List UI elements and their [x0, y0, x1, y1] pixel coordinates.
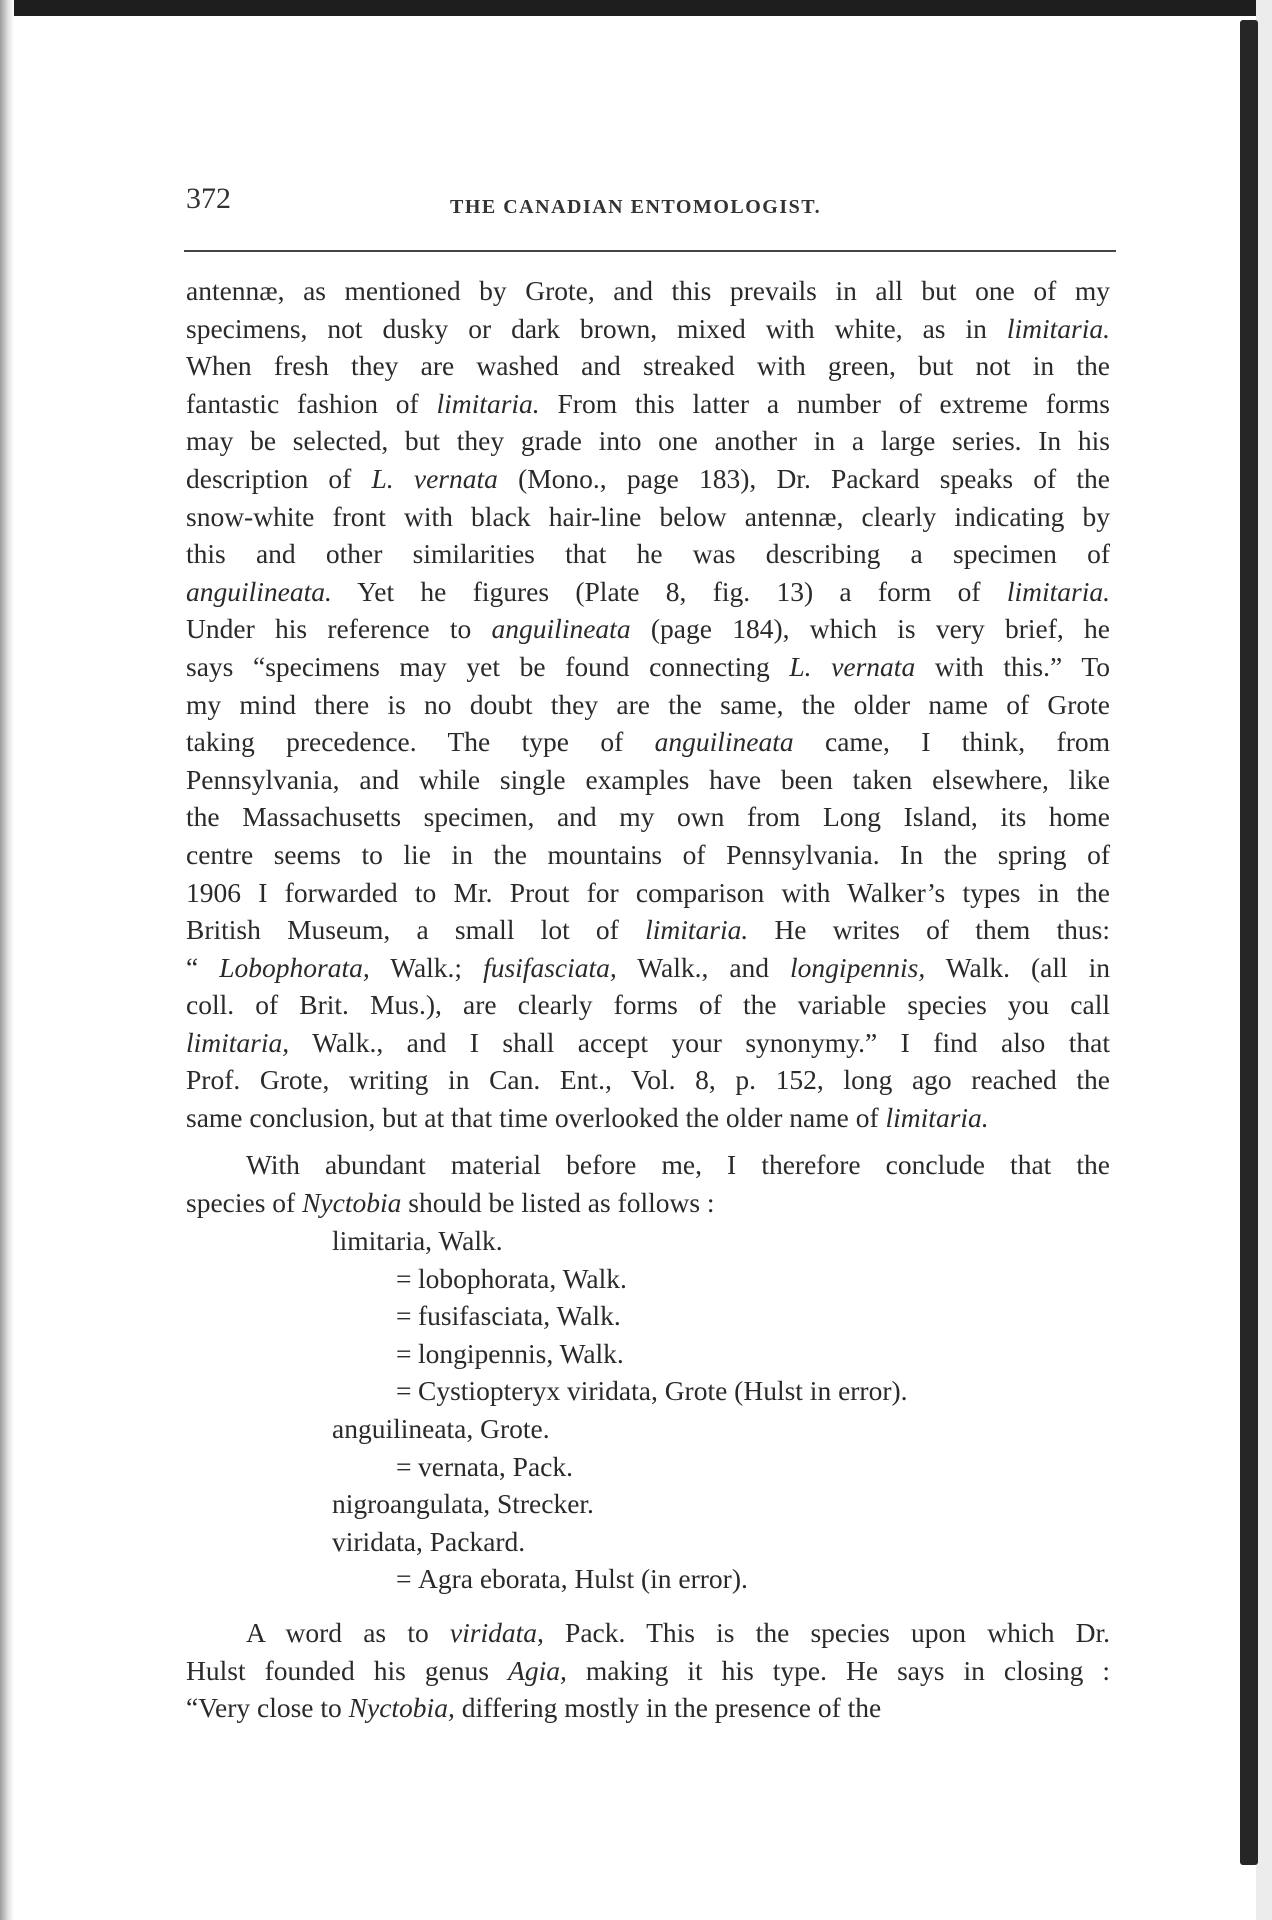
scan-right-border [1256, 0, 1272, 1920]
text-line [186, 648, 1110, 686]
text-line [186, 723, 1110, 761]
synonym-sign: = [396, 1563, 412, 1595]
text-run: Yet he figures (Plate 8, fig. 13) a form of [331, 575, 1007, 607]
text-line [186, 1024, 1110, 1062]
italic-taxon: anguilineata. [186, 575, 332, 607]
text-line [186, 686, 1110, 724]
text-run: With abundant material before me, I therefore conclude that the [246, 1149, 1110, 1180]
italic-taxon: Nyctobia, [348, 1692, 455, 1724]
species-name: longipennis, Walk. [418, 1337, 624, 1369]
text-run: taking precedence. The type of [186, 726, 655, 758]
text-run: my mind there is no doubt they are the same, the older name of Grote [186, 688, 1110, 720]
italic-taxon: limitaria. [436, 387, 540, 419]
italic-taxon: viridata, [449, 1617, 544, 1648]
italic-taxon: Agia, [508, 1654, 567, 1686]
text-run: When fresh they are washed and streaked with green, but not in the [186, 350, 1110, 382]
italic-taxon: limitaria, [186, 1026, 290, 1058]
text-line [186, 272, 1110, 310]
text-line [186, 798, 1110, 836]
text-line [186, 1184, 1110, 1222]
italic-taxon: limitaria. [645, 914, 749, 946]
species-entry [186, 1448, 908, 1486]
italic-taxon: longipennis, [790, 951, 926, 983]
species-entry [186, 1297, 908, 1335]
text-run: “Very close to [186, 1692, 349, 1724]
text-line [186, 949, 1110, 987]
text-line [186, 1061, 1110, 1099]
running-head: THE CANADIAN ENTOMOLOGIST. [450, 196, 822, 218]
text-run: Under his reference to [186, 613, 492, 645]
species-name: Agra eborata, Hulst (in error). [418, 1563, 748, 1595]
text-run: should be listed as follows : [401, 1186, 715, 1218]
text-line [186, 1689, 1110, 1727]
species-entry [186, 1372, 908, 1410]
species-entry [186, 1560, 908, 1598]
text-run: description of [186, 462, 372, 494]
paragraph-3 [186, 1614, 1110, 1727]
italic-taxon: Lobophorata, [219, 951, 370, 983]
text-run: came, I think, from [793, 726, 1111, 758]
species-name: fusifasciata, Walk. [418, 1300, 621, 1332]
page-number: 372 [186, 182, 231, 215]
text-line [186, 1614, 1110, 1652]
text-run: centre seems to lie in the mountains of Pennsylvania. In the spring of [186, 838, 1110, 870]
text-line [186, 761, 1110, 799]
species-entry [186, 1222, 908, 1260]
italic-taxon: limitaria. [885, 1102, 989, 1134]
paragraph-1 [186, 272, 1110, 1137]
italic-taxon: fusifasciata, [483, 951, 617, 983]
text-run: coll. of Brit. Mus.), are clearly forms of the variable species you call [186, 989, 1110, 1021]
text-line [186, 347, 1110, 385]
text-run: Walk., and I shall accept your synonymy.” I find also that [289, 1026, 1110, 1058]
text-run: the Massachusetts specimen, and my own from Long Island, its home [186, 801, 1110, 833]
text-run: Walk. (all in [925, 951, 1110, 983]
text-run: antennæ, as mentioned by Grote, and this prevails in all but one of my [186, 275, 1110, 306]
text-line [186, 460, 1110, 498]
text-run: From this latter a number of extreme forms [539, 387, 1111, 419]
text-run: specimens, not dusky or dark brown, mixed with white, as in [186, 312, 1007, 344]
text-run: this and other similarities that he was describing a specimen of [186, 538, 1110, 570]
synonym-sign: = [396, 1450, 412, 1482]
text-run: Pack. This is the species upon which Dr. [543, 1617, 1110, 1648]
species-list [186, 1222, 908, 1598]
text-run: making it his type. He says in closing : [566, 1654, 1110, 1686]
italic-taxon: Nyctobia [302, 1186, 402, 1218]
text-run: British Museum, a small lot of [186, 914, 646, 946]
text-line [186, 535, 1110, 573]
text-run: (Mono., page 183), Dr. Packard speaks of the [497, 462, 1110, 494]
text-run: with this.” To [915, 650, 1110, 682]
text-run: (page 184), which is very brief, he [630, 613, 1110, 645]
text-run: differing mostly in the presence of the [454, 1692, 882, 1724]
text-run: Prof. Grote, writing in Can. Ent., Vol. 8, p. 152, long ago reached the [186, 1064, 1110, 1096]
italic-taxon: anguilineata [654, 726, 794, 758]
text-line [186, 836, 1110, 874]
paragraph-2 [186, 1146, 1110, 1221]
text-line [186, 1146, 1110, 1184]
text-line [186, 986, 1110, 1024]
species-name: Cystiopteryx viridata, Grote (Hulst in error). [418, 1375, 908, 1407]
italic-taxon: limitaria. [1006, 575, 1110, 607]
species-name: limitaria, Walk. [332, 1225, 503, 1256]
italic-taxon: L. vernata [371, 462, 498, 494]
species-name: lobophorata, Walk. [418, 1262, 627, 1294]
synonym-sign: = [396, 1375, 412, 1407]
text-run: “ [186, 951, 220, 983]
italic-taxon: limitaria. [1006, 312, 1110, 344]
synonym-sign: = [396, 1262, 412, 1294]
species-name: nigroangulata, Strecker. [332, 1488, 594, 1520]
text-run: species of [186, 1186, 303, 1218]
italic-taxon: L. vernata [789, 650, 916, 682]
text-line [186, 385, 1110, 423]
species-entry [186, 1410, 908, 1448]
text-run: same conclusion, but at that time overlooked the older name of [186, 1102, 886, 1134]
text-line [186, 310, 1110, 348]
text-run: A word as to [246, 1617, 450, 1648]
species-name: vernata, Pack. [418, 1450, 573, 1482]
scan-top-border [0, 0, 1272, 16]
text-line [186, 874, 1110, 912]
species-entry [186, 1485, 908, 1523]
text-line [186, 1099, 1110, 1137]
text-run: snow-white front with black hair-line below antennæ, clearly indicating by [186, 500, 1110, 532]
text-line [186, 573, 1110, 611]
scan-right-bar [1240, 20, 1258, 1865]
text-run: fantastic fashion of [186, 387, 437, 419]
text-line [186, 911, 1110, 949]
species-entry [186, 1260, 908, 1298]
text-run: says “specimens may yet be found connecting [186, 650, 790, 682]
text-run: Hulst founded his genus [186, 1654, 509, 1686]
text-line [186, 1652, 1110, 1690]
text-run: He writes of them thus: [748, 914, 1110, 946]
text-line [186, 498, 1110, 536]
scan-left-edge [0, 0, 14, 1920]
text-run: Pennsylvania, and while single examples have been taken elsewhere, like [186, 763, 1110, 795]
text-run: 1906 I forwarded to Mr. Prout for comparison with Walker’s types in the [186, 876, 1110, 908]
text-line [186, 610, 1110, 648]
header-rule [184, 250, 1116, 252]
italic-taxon: anguilineata [491, 613, 631, 645]
synonym-sign: = [396, 1337, 412, 1369]
species-name: anguilineata, Grote. [332, 1412, 550, 1444]
species-name: viridata, Packard. [332, 1525, 526, 1557]
species-entry [186, 1523, 908, 1561]
species-entry [186, 1335, 908, 1373]
text-run: may be selected, but they grade into one another in a large series. In his [186, 425, 1110, 457]
text-run: Walk., and [616, 951, 791, 983]
synonym-sign: = [396, 1300, 412, 1332]
text-run: Walk.; [369, 951, 484, 983]
text-line [186, 422, 1110, 460]
